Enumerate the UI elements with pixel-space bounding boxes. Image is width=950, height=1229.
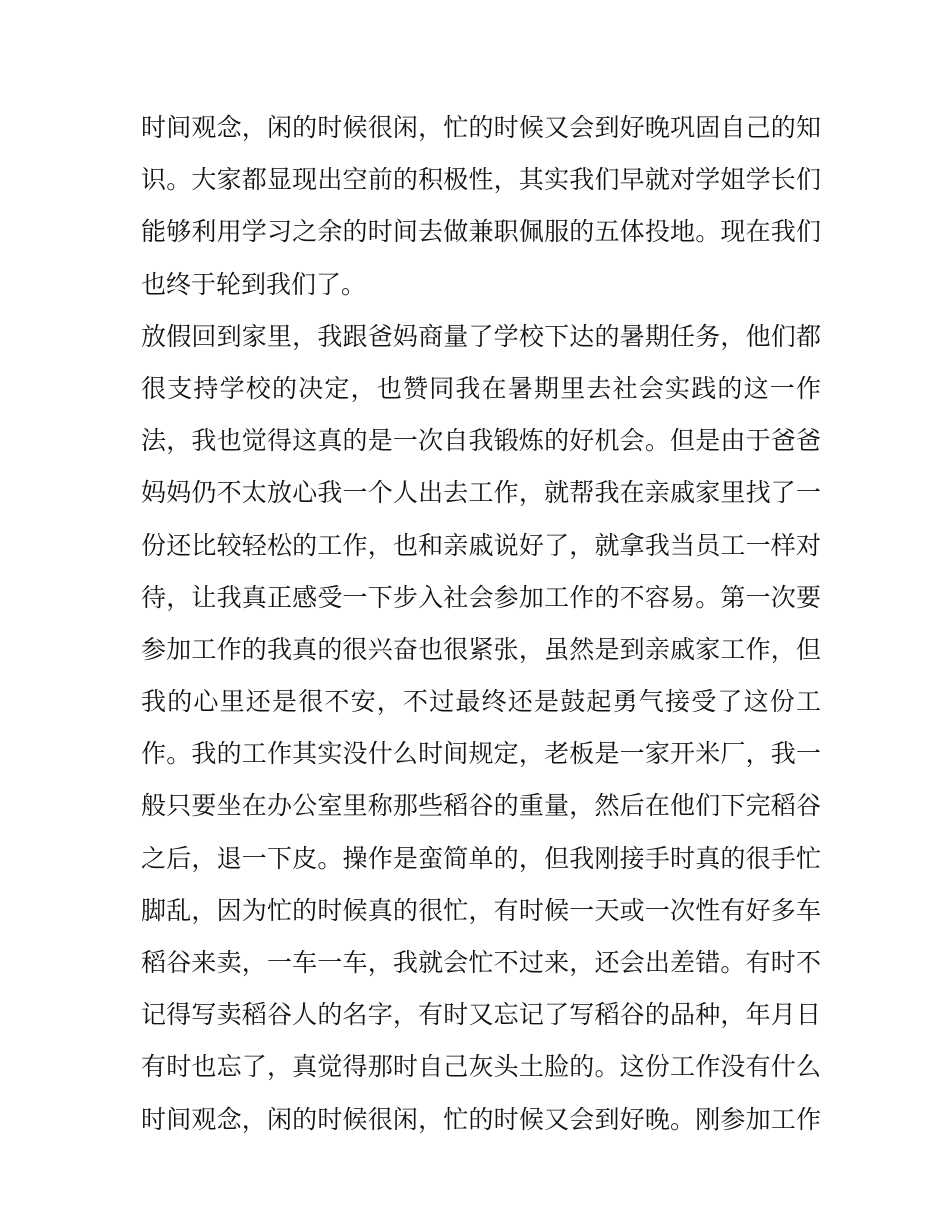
text-line: 般只要坐在办公室里称那些稻谷的重量，然后在他们下完稻谷 [141,791,821,821]
text-line: 参加工作的我真的很兴奋也很紧张，虽然是到亲戚家工作，但 [141,634,821,664]
text-line: 识。大家都显现出空前的积极性，其实我们早就对学姐学长们 [141,165,821,195]
text-line: 待，让我真正感受一下步入社会参加工作的不容易。第一次要 [141,582,821,612]
text-line: 脚乱，因为忙的时候真的很忙，有时候一天或一次性有好多车 [141,895,821,925]
text-line: 作。我的工作其实没什么时间规定，老板是一家开米厂，我一 [141,739,821,769]
text-line: 之后，退一下皮。操作是蛮简单的，但我刚接手时真的很手忙 [141,843,821,873]
text-line: 法，我也觉得这真的是一次自我锻炼的好机会。但是由于爸爸 [141,426,821,456]
text-line: 份还比较轻松的工作，也和亲戚说好了，就拿我当员工一样对 [141,530,821,560]
text-line: 妈妈仍不太放心我一个人出去工作，就帮我在亲戚家里找了一 [141,478,821,508]
text-line: 有时也忘了，真觉得那时自己灰头土脸的。这份工作没有什么 [141,1052,821,1082]
text-line: 放假回到家里，我跟爸妈商量了学校下达的暑期任务，他们都 [141,321,821,351]
body-text [141,102,821,1146]
text-line: 能够利用学习之余的时间去做兼职佩服的五体投地。现在我们 [141,217,821,247]
text-line: 时间观念，闲的时候很闲，忙的时候又会到好晚巩固自己的知 [141,113,821,142]
text-line: 很支持学校的决定，也赞同我在暑期里去社会实践的这一作 [141,373,821,403]
text-line: 记得写卖稻谷人的名字，有时又忘记了写稻谷的品种，年月日 [141,1000,821,1030]
text-line: 时间观念，闲的时候很闲，忙的时候又会到好晚。刚参加工作 [141,1104,821,1134]
text-line: 我的心里还是很不安，不过最终还是鼓起勇气接受了这份工 [141,687,821,717]
text-line: 稻谷来卖，一车一车，我就会忙不过来，还会出差错。有时不 [141,948,821,977]
text-line: 也终于轮到我们了。 [141,269,367,299]
